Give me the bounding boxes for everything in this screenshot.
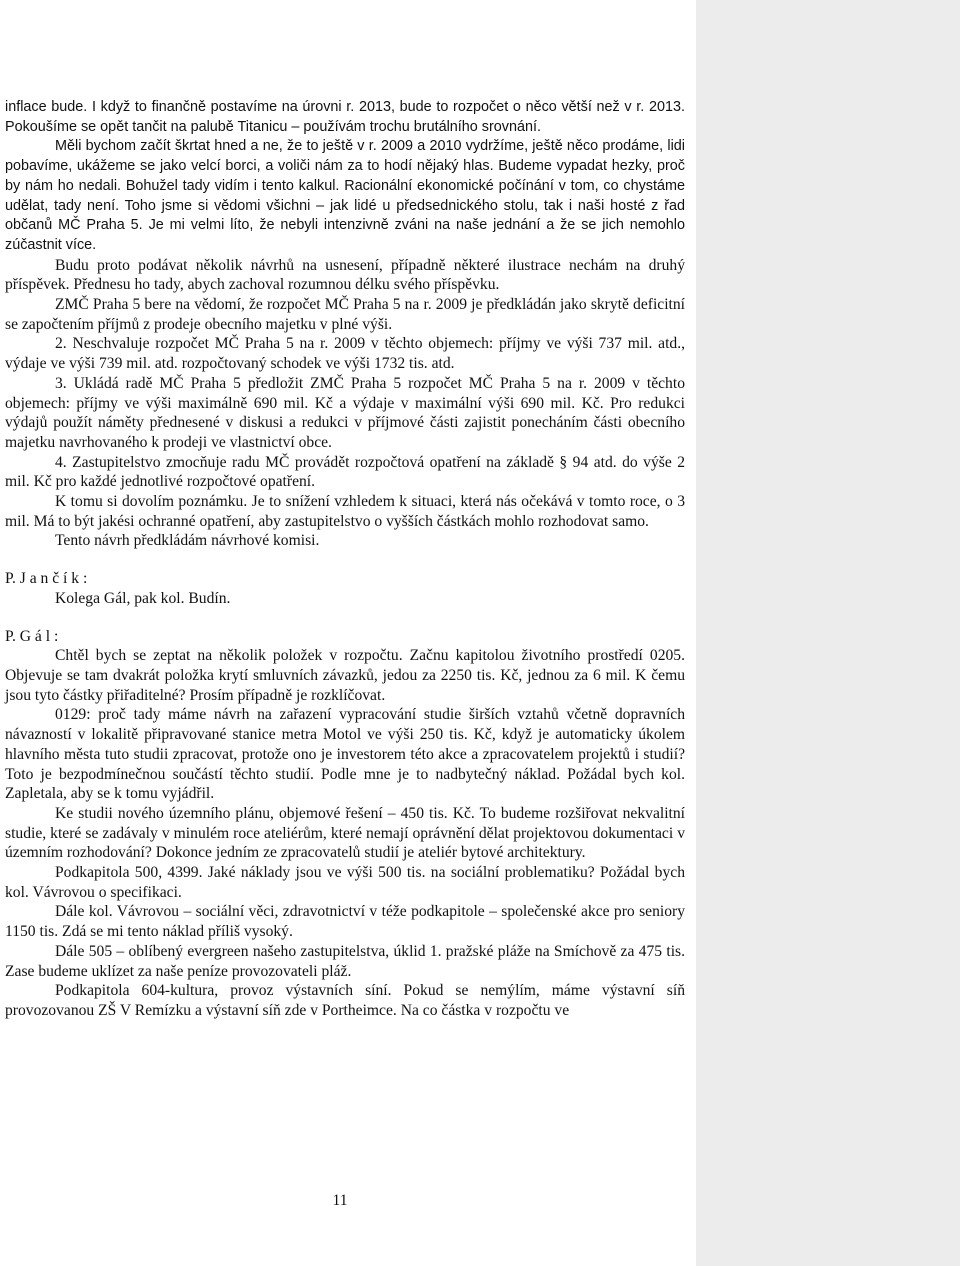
paragraph: inflace bude. I když to finančně postavíme na úrovni r. 2013, bude to rozpočet o něco větší než v r. 2013. Pokoušíme se opět tančit na palubě Titanicu – používám trochu brutálního srovnání. (5, 99, 685, 135)
page-number: 11 (332, 1192, 348, 1209)
speaker-speech: Kolega Gál, pak kol. Budín. (55, 589, 231, 607)
speaker-name: P. G á l : (5, 627, 59, 645)
paragraph: 0129: proč tady máme návrh na zařazení vypracování studie širších vztahů včetně dopravních návazností v lokalitě připravované stanice metra Motol ve výši 250 tis. Kč, když je automaticky úkolem hlavního města tuto studii zpracovat, protože ono je investorem této akce a zpracovatelem projektů i studií? Toto je bezpodmínečnou součástí těchto studií. Podle mne je to nadbytečný náklad. Požádal bych kol. Zapletala, aby se k tomu vyjádřil. (5, 706, 685, 803)
text-column (5, 98, 685, 1021)
comment-margin-pane (696, 0, 960, 1266)
paragraph: Tento návrh předkládám návrhové komisi. (55, 532, 320, 550)
paragraph: Dále kol. Vávrovou – sociální věci, zdravotnictví v téže podkapitole – společenské akce pro seniory 1150 tis. Zdá se mi tento náklad příliš vysoký. (5, 903, 685, 941)
paragraph: Budu proto podávat několik návrhů na usnesení, případně některé ilustrace nechám na druhý příspěvek. Přednesu ho tady, abych zachoval rozumnou délku svého příspěvku. (5, 256, 685, 294)
paragraph: Podkapitola 500, 4399. Jaké náklady jsou ve výši 500 tis. na sociální problematiku? Požádal bych kol. Vávrovou o specifikaci. (5, 864, 685, 901)
paragraph: Podkapitola 604-kultura, provoz výstavních síní. Pokud se nemýlím, máme výstavní síň provozovanou ZŠ V Remízku a výstavní síň zde v Portheimce. Na co částka v rozpočtu ve (5, 982, 685, 1019)
paragraph: 3. Ukládá radě MČ Praha 5 předložit ZMČ Praha 5 rozpočet MČ Praha 5 na r. 2009 v těchto objemech: příjmy ve výši maximálně 690 mil. Kč a výdaje v maximální výši 690 mil. Kč. Pro redukci výdajů použít náměty přednesené v diskusi a redukci v příjmové části zajistit ponecháním části obecního majetku navrhovaného k prodeji ve vlastnictví obce. (5, 374, 685, 451)
paragraph: Dále 505 – oblíbený evergreen našeho zastupitelstva, úklid 1. pražské pláže na Smíchově za 475 tis. Zase budeme uklízet za naše peníze provozovateli pláž. (5, 942, 685, 980)
paragraph: 2. Neschvaluje rozpočet MČ Praha 5 na r. 2009 v těchto objemech: příjmy ve výši 737 mil. atd., výdaje ve výši 739 mil. atd. rozpočtovaný schodek ve výši 1732 tis. atd. (5, 335, 685, 373)
speaker-name: P. J a n č í k : (5, 570, 88, 588)
paragraph: Chtěl bych se zeptat na několik položek v rozpočtu. Začnu kapitolou životního prostředí 0205. Objevuje se tam dvakrát položka krytí smluvních závazků, jedou za 2250 tis. Kč, jednou za 6 mil. K čemu jsou tyto částky přiřaditelné? Prosím případně je rozklíčovat. (5, 647, 685, 704)
paragraph: ZMČ Praha 5 bere na vědomí, že rozpočet MČ Praha 5 na r. 2009 je předkládán jako skrytě deficitní se započtením příjmů z prodeje obecního majetku v plné výši. (5, 296, 685, 333)
paragraph: Ke studii nového územního plánu, objemové řešení – 450 tis. Kč. To budeme rozšiřovat nekvalitní studie, které se zadávaly v minulém roce ateliérům, které nemají oprávnění dělat projektovou dokumentaci v územním rozhodování? Dokonce jedním ze zpracovatelů studií je ateliér bytové architektury. (5, 804, 685, 862)
paragraph: Měli bychom začít škrtat hned a ne, že to ještě v r. 2009 a 2010 vydržíme, ještě něco prodáme, lidi pobavíme, ukážeme se jako velcí borci, a voliči nám za to hodí nějaký hlas. Budeme vypadat hezky, proč by nám ho nedali. Bohužel tady vidím i tento kalkul. Racionální ekonomické počínání v tom, co chystáme udělat, tady není. Toho jsme si vědomi všichni – jak lidé u předsednického stolu, tak i naši hosté z řad občanů MČ Praha 5. Je mi velmi líto, že nebyli intenzivně zváni na naše jednání a že se jich nemohlo zúčastnit více. (5, 138, 685, 253)
spacer (5, 609, 685, 627)
spacer (5, 551, 685, 569)
paragraph: K tomu si dovolím poznámku. Je to snížení vzhledem k situaci, která nás očekává v tomto roce, o 3 mil. Má to být jakési ochranné opatření, aby zastupitelstvo o vyšších částkách mohlo rozhodovat samo. (5, 493, 685, 530)
paragraph: 4. Zastupitelstvo zmocňuje radu MČ provádět rozpočtová opatření na základě § 94 atd. do výše 2 mil. Kč pro každé jednotlivé rozpočtové opatření. (5, 453, 685, 491)
